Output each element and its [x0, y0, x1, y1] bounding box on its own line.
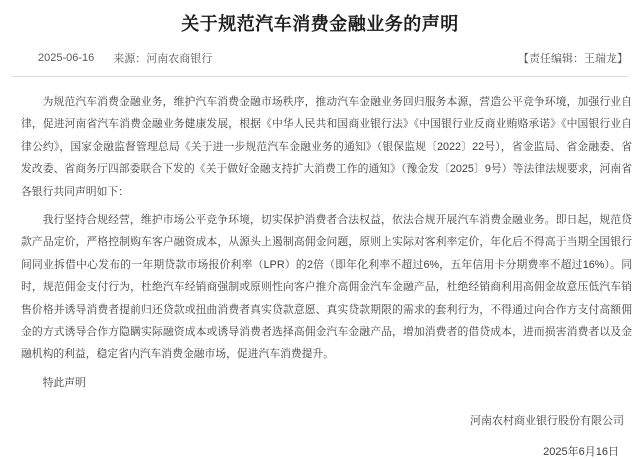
publish-date: 2025-06-16: [38, 52, 95, 64]
article-source: 来源：河南农商银行: [113, 53, 213, 65]
page-title: 关于规范汽车消费金融业务的声明: [181, 14, 459, 34]
signature-date: 2025年6月16日: [543, 446, 619, 459]
article-meta-row: [38, 50, 628, 66]
statement-closing: 特此声明: [42, 376, 86, 389]
signature-bank-name: 河南农村商业银行股份有限公司: [470, 415, 624, 428]
paragraph-commitments: 我行坚持合规经营，维护市场公平竞争环境，切实保护消费者合法权益，依法合规开展汽车消费金融业务。即日起，规范贷款产品定价，严格控制购车客户融资成本，从源头上遏制高佣金问题，原则上实际对客利率定价，年化后不得高于当期全国银行间同业拆借中心发布的一年期贷款市场报价利率（LPR）的2倍（即年化利率不超过6%，五年信用卡分期费率不超过16%）。同时，规范佣金支付行为，杜绝汽车经销商强制或原则性向客户推介高佣金汽车金融产品，杜绝经销商利用高佣金故意压低汽车销售价格并诱导消费者提前归还贷款或扭曲消费者真实贷款意愿、真实贷款期限的需求的套利行为，不得通过向合作方支付高额佣金的方式诱导合作方隐瞒实际融资成本或诱导消费者选择高佣金汽车金融产品，增加消费者的借贷成本，进而损害消费者以及金融机构的利益，稳定省内汽车消费金融市场，促进汽车消费提升。: [21, 214, 632, 361]
header-divider: [12, 76, 628, 77]
article-body: [21, 91, 632, 394]
paragraph-legal-basis: 为规范汽车消费金融业务，维护汽车消费金融市场秩序，推动汽车金融业务回归服务本源，营造公平竞争环境，加强行业自律，促进河南省汽车消费金融业务健康发展，根据《中华人民共和国商业银行法》《中国银行业反商业贿赂承诺》《中国银行业自律公约》，国家金融监督管理总局《关于进一步规范汽车金融业务的通知》（银保监规〔2022〕22号），省金监局、省金融委、省发改委、省商务厅四部委联合下发的《关于做好金融支持扩大消费工作的通知》（豫金发〔2025〕9号）等法律法规要求，河南省各银行共同声明如下：: [21, 96, 632, 198]
signature-block: [0, 414, 624, 459]
editor-credit: 【责任编辑：王瑞龙】: [518, 53, 628, 65]
statement-article: [0, 13, 640, 459]
